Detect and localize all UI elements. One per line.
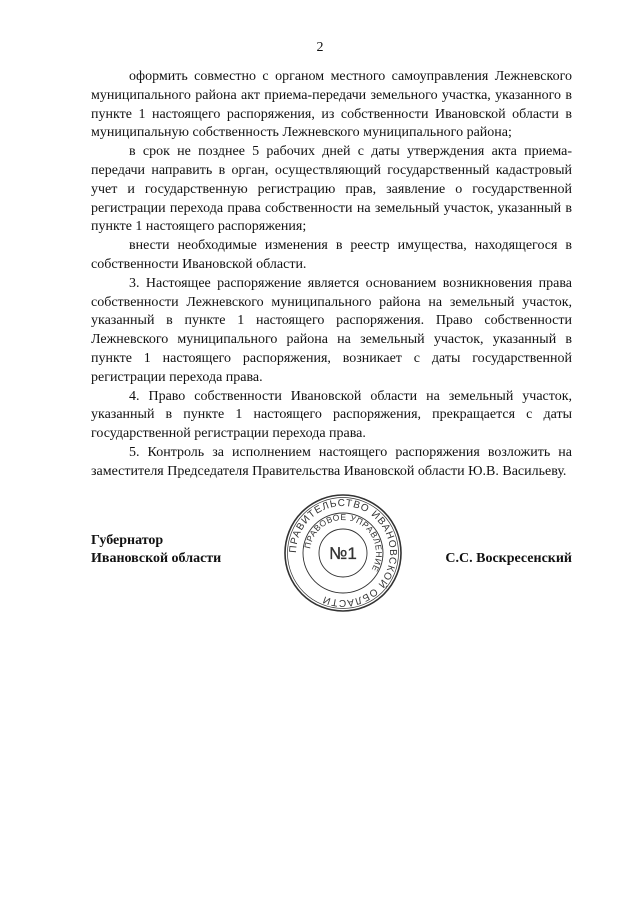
seal-center-number: №1 (329, 544, 357, 563)
document-body (91, 68, 572, 482)
paragraph-item-4: 4. Право собственности Ивановской области на земельный участок, указанный в пункте 1 настоящего распоряжения, прекращается с даты государственной регистрации перехода права. (91, 388, 572, 442)
paragraph-act-transfer: оформить совместно с органом местного самоуправления Лежневского муниципального района акт приема-передачи земельного участка, указанного в пункте 1 настоящего распоряжения, из собственности Ивановской области в муниципальную собственность Лежневского муниципального района; (91, 69, 572, 141)
official-seal-stamp (280, 490, 406, 616)
seal-inner-text: ПРАВОВОЕ УПРАВЛЕНИЕ (302, 511, 385, 574)
paragraph-registration-application: в срок не позднее 5 рабочих дней с даты утверждения акта приема-передачи направить в орган, осуществляющий государственный кадастровый учет и государственную регистрацию прав, заявление о государственной регистрации перехода права собственности на земельный участок, указанный в пункте 1 настоящего распоряжения; (91, 144, 572, 235)
seal-outer-text: ПРАВИТЕЛЬСТВО ИВАНОВСКОЙ ОБЛАСТИ (287, 497, 399, 609)
paragraph-item-3: 3. Настоящее распоряжение является основанием возникновения права собственности Лежневского муниципального района на земельный участок, указанный в пункте 1 настоящего распоряжения. Право собственности Лежневского муниципального района на земельный участок, указанный в пункте 1 настоящего распоряжения, возникает с даты государственной регистрации перехода права. (91, 275, 572, 385)
signatory-title-line1: Губернатор (91, 533, 164, 548)
signatory-title-line2: Ивановской области (91, 551, 222, 566)
signatory-title (91, 532, 221, 568)
page-number: 2 (316, 40, 324, 55)
paragraph-registry-changes: внести необходимые изменения в реестр имущества, находящегося в собственности Ивановской области. (91, 238, 572, 272)
paragraph-item-5: 5. Контроль за исполнением настоящего распоряжения возложить на заместителя Председателя Правительства Ивановской области Ю.В. Васильеву. (91, 444, 572, 479)
signatory-name: С.С. Воскресенский (445, 551, 572, 566)
